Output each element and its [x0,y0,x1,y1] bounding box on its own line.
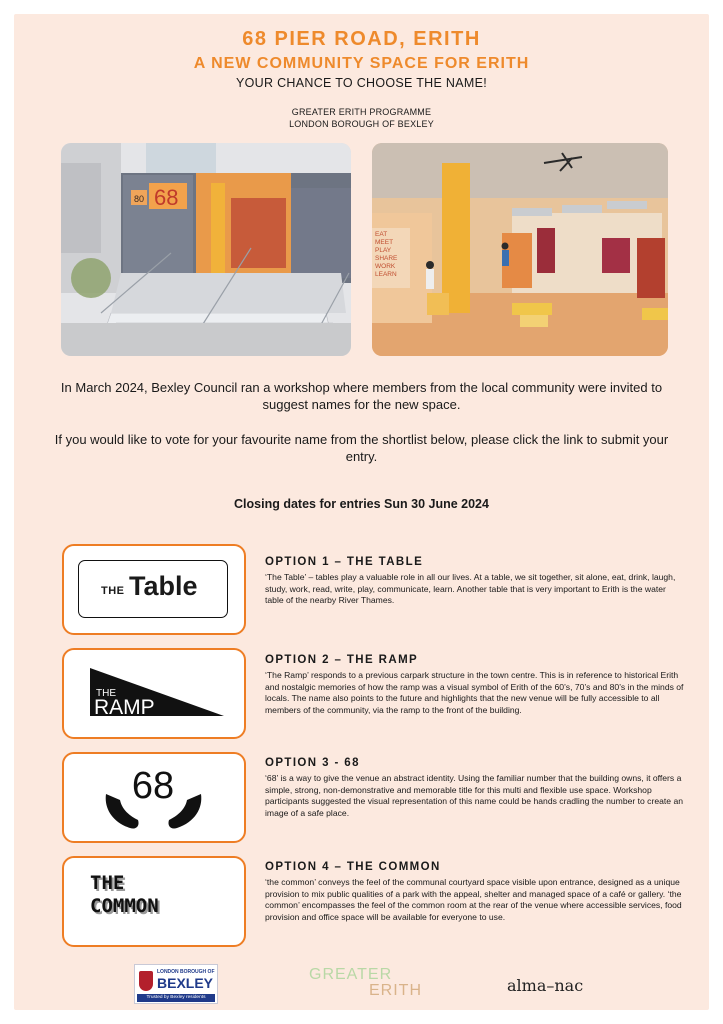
ramp-logo-big: RAMP [94,696,155,719]
page-subtitle: A NEW COMMUNITY SPACE FOR ERITH [193,55,530,72]
programme-name: GREATER ERITH PROGRAMME [291,107,432,117]
bexley-logo [134,964,218,1004]
table-logo-frame [78,560,228,618]
option-3-description: ‘68’ is a way to give the venue an abstract identity. Using the familiar number that the building owns, it offers a simple, strong, non-demonstrative and memorable title for this multi and flexible use space. Workshop participants suggested the visual representation of this name could be hands cradling the number to create an image of a safe place. [265,773,684,818]
option-3-logo-card [62,752,246,843]
table-logo-big: Table [129,571,198,601]
interior-word-1: EAT [375,231,388,238]
common-logo [90,872,159,918]
ramp-logo-small: THE [96,688,116,699]
option-4-title: OPTION 4 – THE COMMON [265,861,441,873]
poster [14,14,709,1010]
greater-logo-text: GREATER [309,966,393,983]
bexley-logo-strap: Trusted by Bexley residents [137,994,215,1002]
exterior-render-illustration [61,143,351,356]
bexley-logo-top: LONDON BOROUGH OF [157,969,215,975]
option-1-logo-card [62,544,246,635]
closing-date: Closing dates for entries Sun 30 June 2024 [234,497,489,511]
almanac-logo: alma–nac [507,976,584,995]
erith-logo-text: ERITH [369,982,422,999]
interior-word-4: SHARE [375,255,398,262]
page-tagline: YOUR CHANCE TO CHOOSE THE NAME! [235,76,487,90]
interior-word-6: LEARN [375,271,397,278]
exterior-render-image [61,143,351,356]
common-logo-small: THE [90,872,125,894]
option-2-description: ‘The Ramp’ responds to a previous carpark structure in the town centre. This is in reference to historical Erith and nostalgic memories of how the ramp was a visual symbol of Erith of the 60’s, 70’s and 80’s in the minds of locals. The name also points to the future and highlights that the new venue will be fully accessible to all members of the community, via the ramp to the front of the building. [265,670,684,715]
greater-erith-logo [309,967,422,999]
interior-word-5: WORK [375,263,396,270]
intro-paragraph: In March 2024, Bexley Council ran a workshop where members from the local community were invited to suggest names for the new space. [60,380,663,412]
exterior-sign-small: 80 [134,194,145,204]
option-1-description: ‘The Table’ – tables play a valuable role in all our lives. At a table, we sit together, sit alone, eat, drink, laugh, study, work, read, write, play, communicate, learn. Another table that is very important to Erith is the water table of the nearby River Thames. [265,572,676,606]
borough-name: LONDON BOROUGH OF BEXLEY [289,119,434,129]
ramp-logo [64,650,243,736]
option-2-logo-card [62,648,246,739]
sixty-eight-logo [64,754,243,840]
vote-instructions: If you would like to vote for your favourite name from the shortlist below, please click the link to submit your entry. [54,432,669,464]
option-4-logo-card [62,856,246,947]
interior-render-illustration [372,143,668,356]
option-4-description: ‘the common’ conveys the feel of the communal courtyard space visible upon entrance, designed as a unique provision to mix public qualities of a park with the appeal, shelter and managed space of a café or gallery. ‘the common’ encompasses the feel of the common room at the rear of the venue where accessible services, food provision and office space will be available for everyone to use. [265,877,682,922]
option-3-title: OPTION 3 - 68 [265,757,360,769]
table-logo-small: THE [101,585,125,597]
interior-word-2: MEET [375,239,394,246]
common-logo-big: COMMON [90,895,159,917]
option-2-title: OPTION 2 – THE RAMP [265,654,419,666]
interior-word-3: PLAY [375,247,392,254]
bexley-crest-icon [139,971,153,991]
option-1-title: OPTION 1 – THE TABLE [265,556,424,568]
interior-render-image [372,143,668,356]
exterior-sign-big: 68 [154,185,179,210]
page-title: 68 PIER ROAD, ERITH [242,28,481,50]
organisation-block [14,106,709,130]
bexley-logo-name: BEXLEY [157,975,214,991]
sixty-eight-logo-number: 68 [131,765,175,807]
